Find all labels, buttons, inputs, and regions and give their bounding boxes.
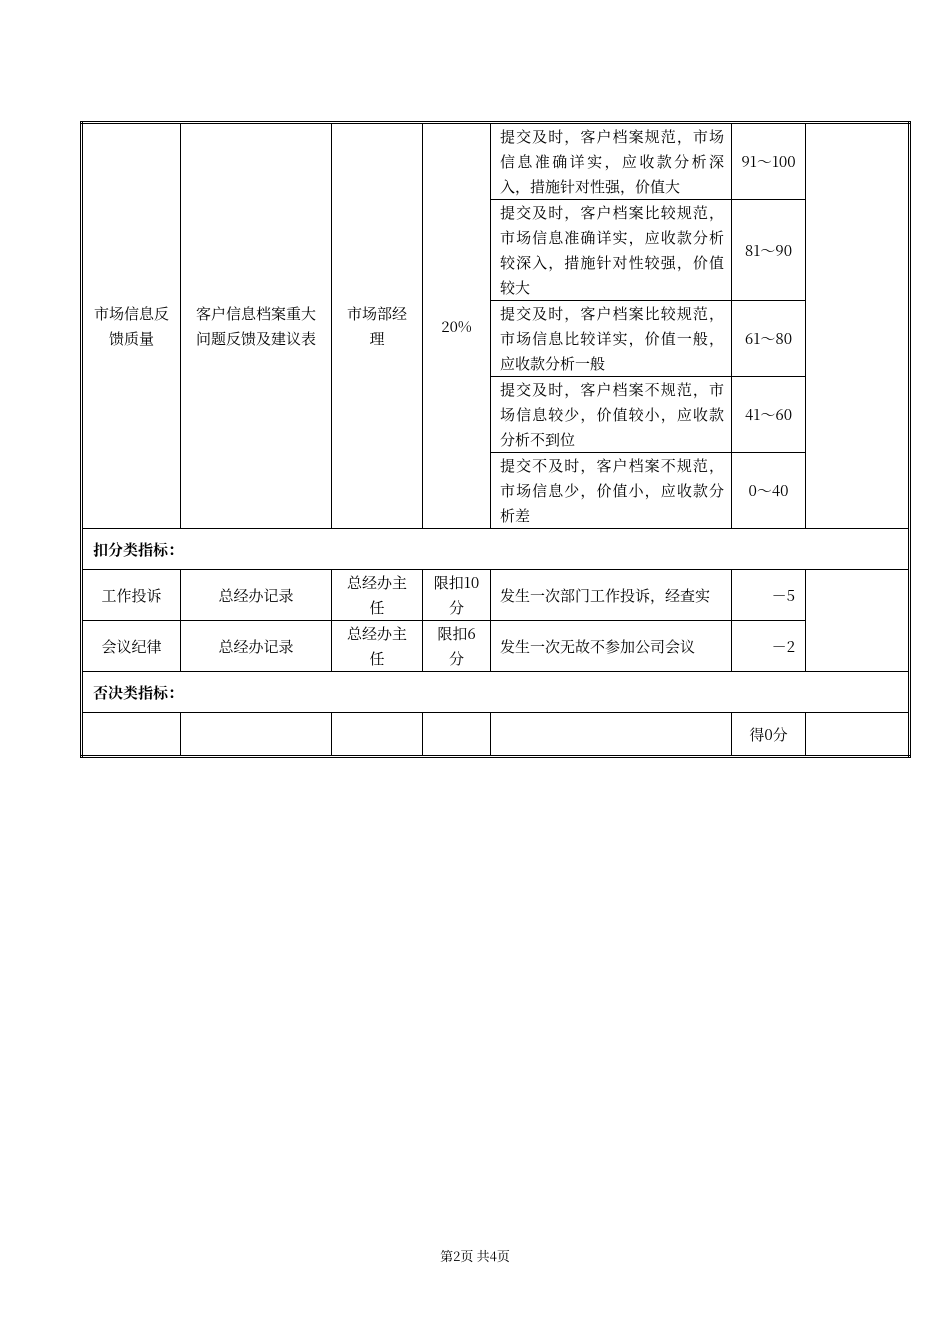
page-footer: 第2页 共4页: [440, 1246, 510, 1265]
veto-section-title: 否决类指标：: [82, 672, 910, 713]
deduction-section-title: 扣分类指标：: [82, 529, 910, 570]
weight-cell: 20%: [423, 123, 491, 529]
owner-cell: 市场部经理: [332, 123, 423, 529]
section-header-row: [82, 672, 910, 713]
result-cell: [806, 123, 910, 529]
indicator-cell: 会议纪律: [82, 621, 181, 672]
criteria-score: 81～90: [732, 200, 806, 301]
criteria-desc: 提交不及时，客户档案不规范，市场信息少，价值小，应收款分析差: [491, 453, 732, 529]
criteria-desc: 发生一次无故不参加公司会议: [491, 621, 732, 672]
criteria-score: －2: [732, 621, 806, 672]
criteria-score: 0～40: [732, 453, 806, 529]
indicator-cell: 市场信息反馈质量: [82, 123, 181, 529]
table-row: [82, 123, 910, 200]
result-cell: [806, 713, 910, 757]
criteria-desc: 提交及时，客户档案比较规范，市场信息准确详实，应收款分析较深入，措施针对性较强，价值较大: [491, 200, 732, 301]
limit-cell: 限扣10分: [423, 570, 491, 621]
veto-score: 得0分: [732, 713, 806, 757]
source-cell: 总经办记录: [181, 621, 332, 672]
criteria-score: 41～60: [732, 377, 806, 453]
indicator-cell: 工作投诉: [82, 570, 181, 621]
result-cell: [806, 570, 910, 672]
empty-cell: [82, 713, 181, 757]
empty-cell: [423, 713, 491, 757]
criteria-desc: 提交及时，客户档案不规范，市场信息较少，价值较小，应收款分析不到位: [491, 377, 732, 453]
criteria-score: 61～80: [732, 301, 806, 377]
table-row: [82, 570, 910, 621]
section-header-row: [82, 529, 910, 570]
criteria-desc: 提交及时，客户档案规范，市场信息准确详实，应收款分析深入，措施针对性强，价值大: [491, 123, 732, 200]
owner-cell: 总经办主任: [332, 570, 423, 621]
source-cell: 总经办记录: [181, 570, 332, 621]
table-row: [82, 713, 910, 757]
criteria-score: －5: [732, 570, 806, 621]
criteria-desc: 发生一次部门工作投诉，经查实: [491, 570, 732, 621]
criteria-desc: 提交及时，客户档案比较规范，市场信息比较详实，价值一般，应收款分析一般: [491, 301, 732, 377]
limit-cell: 限扣6分: [423, 621, 491, 672]
kpi-table: [80, 121, 911, 758]
empty-cell: [181, 713, 332, 757]
owner-cell: 总经办主任: [332, 621, 423, 672]
empty-cell: [491, 713, 732, 757]
source-cell: 客户信息档案重大问题反馈及建议表: [181, 123, 332, 529]
table-row: [82, 621, 910, 672]
empty-cell: [332, 713, 423, 757]
criteria-score: 91～100: [732, 123, 806, 200]
